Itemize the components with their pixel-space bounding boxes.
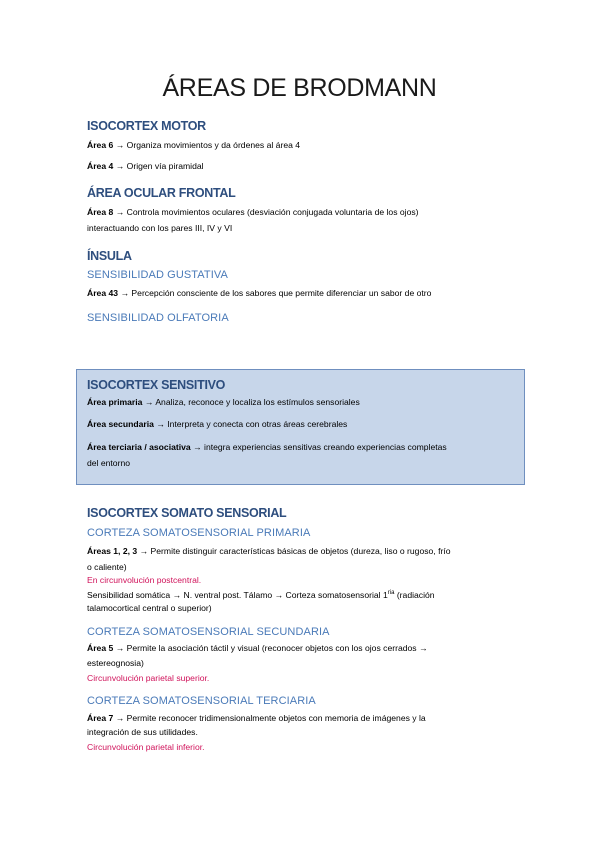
area-primaria-line (87, 394, 360, 410)
subheading-corteza-primaria: CORTEZA SOMATOSENSORIAL PRIMARIA (87, 527, 311, 539)
area-label: Área 8 (87, 207, 114, 217)
heading-isocortex-motor: ISOCORTEX MOTOR (87, 119, 206, 133)
area-description: → Permite reconocer tridimensionalmente objetos con memoria de imágenes y la (113, 713, 426, 723)
area-description: → Permite distinguir características básicas de objetos (dureza, liso o rugoso, frío (137, 546, 451, 556)
area-43-line (87, 285, 431, 301)
heading-isocortex-sensitivo: ISOCORTEX SENSITIVO (87, 378, 226, 392)
area-label: Área 43 (87, 288, 119, 298)
area-label: Área 7 (87, 713, 114, 723)
area-description: → Controla movimientos oculares (desviación conjugada voluntaria de los ojos) (113, 207, 419, 217)
area-secundaria-line (87, 416, 347, 432)
area-5-line (87, 640, 428, 656)
area-description: → Origen vía piramidal (113, 161, 204, 171)
superscript: ria (387, 590, 395, 596)
heading-isocortex-somato-sensorial: ISOCORTEX SOMATO SENSORIAL (87, 506, 287, 520)
area-label: Áreas 1, 2, 3 (87, 546, 138, 556)
area-label: Área 5 (87, 643, 114, 653)
area-label: Área 6 (87, 140, 114, 150)
subheading-sensibilidad-olfatoria: SENSIBILIDAD OLFATORIA (87, 312, 229, 324)
area-label: Área 4 (87, 161, 114, 171)
area-terciaria-line (87, 439, 447, 455)
areas-1-2-3-line-continued: o caliente) (87, 562, 127, 572)
page-title: ÁREAS DE BRODMANN (162, 74, 437, 102)
location-parietal-inferior: Circunvolución parietal inferior. (87, 742, 205, 752)
area-description: → integra experiencias sensitivas creando experiencias completas (190, 442, 447, 452)
area-label: Área secundaria (87, 419, 154, 429)
location-postcentral: En circunvolución postcentral. (87, 575, 202, 585)
areas-1-2-3-line (87, 543, 451, 559)
area-label: Área terciaria / asociativa (87, 442, 191, 452)
subheading-corteza-terciaria: CORTEZA SOMATOSENSORIAL TERCIARIA (87, 695, 316, 707)
area-description: → Organiza movimientos y da órdenes al área 4 (113, 140, 301, 150)
subheading-corteza-secundaria: CORTEZA SOMATOSENSORIAL SECUNDARIA (87, 626, 330, 638)
area-description: → Analiza, reconoce y localiza los estímulos sensoriales (142, 397, 360, 407)
area-6-line (87, 137, 300, 153)
subheading-sensibilidad-gustativa: SENSIBILIDAD GUSTATIVA (87, 269, 228, 281)
location-parietal-superior: Circunvolución parietal superior. (87, 673, 210, 683)
area-8-line (87, 204, 419, 220)
area-description: → Permite la asociación táctil y visual (reconocer objetos con los ojos cerrados → (113, 643, 428, 653)
area-7-line-continued: integración de sus utilidades. (87, 727, 198, 737)
area-description: → Interpreta y conecta con otras áreas cerebrales (153, 419, 348, 429)
heading-area-ocular-frontal: ÁREA OCULAR FRONTAL (87, 186, 236, 200)
pathway-text: Sensibilidad somática → N. ventral post. Tálamo → Corteza somatosensorial 1 (87, 589, 388, 600)
area-5-line-continued: estereognosia) (87, 658, 144, 668)
area-label: Área primaria (87, 397, 143, 407)
area-8-line-continued: interactuando con los pares III, IV y VI (87, 223, 233, 233)
area-description: → Percepción consciente de los sabores que permite diferenciar un sabor de otro (118, 288, 432, 298)
pathway-text-end: (radiación (394, 589, 435, 600)
sensory-pathway-line-continued: talamocortical central o superior) (87, 603, 212, 613)
area-terciaria-line-continued: del entorno (87, 458, 131, 468)
heading-insula: ÍNSULA (87, 249, 132, 263)
area-4-line (87, 158, 204, 174)
